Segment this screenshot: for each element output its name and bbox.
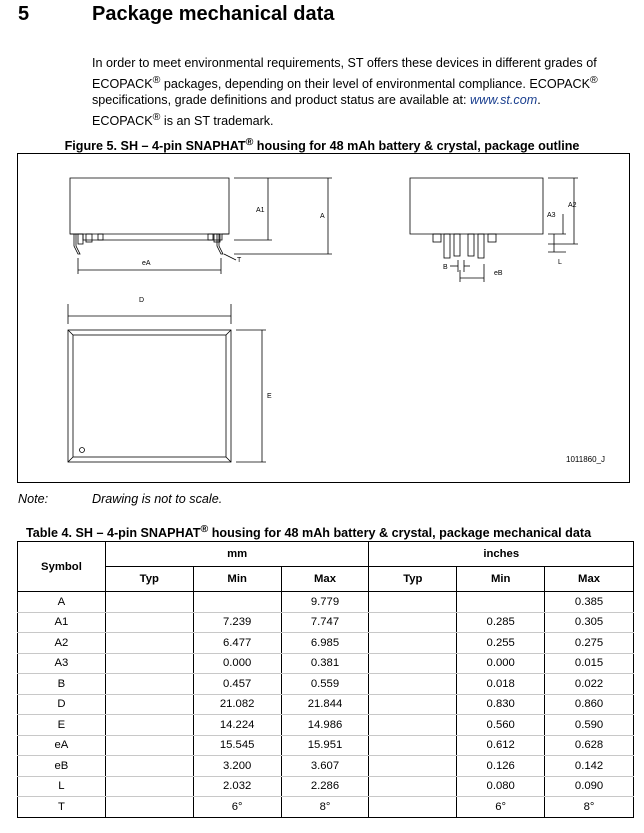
value-cell — [105, 715, 193, 736]
value-cell: 0.022 — [545, 674, 634, 695]
note-label: Note: — [18, 492, 49, 506]
table-row — [18, 694, 634, 715]
header-mm-min: Min — [193, 567, 281, 592]
intro-ecopack-1: ECOPACK — [92, 76, 153, 91]
value-cell: 0.628 — [545, 735, 634, 756]
dim-label-A: A — [320, 213, 325, 220]
dim-label-A3: A3 — [547, 212, 556, 219]
figure-id: 1011860_J — [566, 455, 605, 464]
value-cell — [193, 592, 281, 613]
value-cell — [369, 612, 457, 633]
symbol-cell: eB — [18, 756, 106, 777]
value-cell — [369, 776, 457, 797]
dim-label-D: D — [139, 297, 145, 304]
value-cell: 0.860 — [545, 694, 634, 715]
value-cell — [105, 776, 193, 797]
symbol-cell: L — [18, 776, 106, 797]
symbol-cell: A1 — [18, 612, 106, 633]
value-cell: 0.015 — [545, 653, 634, 674]
intro-line-4: is an ST trademark. — [160, 113, 274, 128]
figure-caption-end: housing for 48 mAh battery & crystal, package outline — [253, 139, 580, 154]
value-cell — [369, 592, 457, 613]
value-cell: 3.200 — [193, 756, 281, 777]
value-cell — [105, 756, 193, 777]
value-cell: 15.951 — [281, 735, 369, 756]
header-in-typ: Typ — [369, 567, 457, 592]
value-cell: 14.224 — [193, 715, 281, 736]
value-cell: 0.381 — [281, 653, 369, 674]
value-cell — [369, 735, 457, 756]
value-cell: 0.560 — [457, 715, 545, 736]
value-cell: 14.986 — [281, 715, 369, 736]
table-row — [18, 612, 634, 633]
symbol-cell: eA — [18, 735, 106, 756]
section-title: Package mechanical data — [92, 3, 335, 25]
table-row — [18, 674, 634, 695]
symbol-cell: B — [18, 674, 106, 695]
intro-line-3: specifications, grade definitions and product status are available at: — [92, 93, 471, 108]
table-row — [18, 592, 634, 613]
header-mm-max: Max — [281, 567, 369, 592]
value-cell: 0.255 — [457, 633, 545, 654]
value-cell: 0.285 — [457, 612, 545, 633]
value-cell: 8° — [281, 797, 369, 818]
value-cell: 7.239 — [193, 612, 281, 633]
value-cell — [105, 797, 193, 818]
value-cell — [369, 674, 457, 695]
reg-mark: ® — [200, 523, 209, 535]
symbol-cell: E — [18, 715, 106, 736]
table-caption-end: housing for 48 mAh battery & crystal, package mechanical data — [208, 526, 592, 541]
value-cell — [105, 653, 193, 674]
value-cell — [369, 797, 457, 818]
value-cell: 0.000 — [457, 653, 545, 674]
value-cell: 0.590 — [545, 715, 634, 736]
value-cell: 2.286 — [281, 776, 369, 797]
value-cell: 6.985 — [281, 633, 369, 654]
value-cell: 21.082 — [193, 694, 281, 715]
intro-line-1: In order to meet environmental requirements, ST offers these devices in different grades of — [92, 56, 597, 70]
symbol-cell: A3 — [18, 653, 106, 674]
dim-label-L: L — [558, 259, 562, 266]
value-cell: 15.545 — [193, 735, 281, 756]
value-cell: 9.779 — [281, 592, 369, 613]
value-cell: 0.385 — [545, 592, 634, 613]
reg-mark: ® — [152, 73, 161, 86]
header-mm-typ: Typ — [105, 567, 193, 592]
reg-mark: ® — [152, 110, 161, 123]
intro-ecopack-2: ECOPACK — [92, 113, 153, 128]
symbol-cell: A — [18, 592, 106, 613]
intro-paragraph — [92, 55, 637, 129]
value-cell: 3.607 — [281, 756, 369, 777]
value-cell: 0.305 — [545, 612, 634, 633]
value-cell — [105, 735, 193, 756]
header-symbol: Symbol — [18, 542, 106, 592]
dim-label-A2: A2 — [568, 202, 577, 209]
dim-label-eA: eA — [142, 260, 151, 267]
table-row — [18, 633, 634, 654]
dim-label-B: B — [443, 264, 448, 271]
value-cell: 6° — [193, 797, 281, 818]
value-cell: 2.032 — [193, 776, 281, 797]
table-caption-start: Table 4. SH – 4-pin SNAPHAT — [26, 526, 201, 541]
value-cell — [369, 715, 457, 736]
value-cell — [457, 592, 545, 613]
value-cell — [105, 674, 193, 695]
symbol-cell: T — [18, 797, 106, 818]
value-cell — [369, 633, 457, 654]
value-cell: 0.080 — [457, 776, 545, 797]
value-cell: 0.612 — [457, 735, 545, 756]
value-cell — [369, 653, 457, 674]
note-text: Drawing is not to scale. — [92, 492, 223, 506]
table-row — [18, 797, 634, 818]
value-cell — [105, 612, 193, 633]
header-inches: inches — [369, 542, 634, 567]
table-row — [18, 653, 634, 674]
package-outline-drawing — [18, 154, 631, 484]
value-cell: 21.844 — [281, 694, 369, 715]
value-cell — [105, 633, 193, 654]
table-row — [18, 735, 634, 756]
reg-mark: ® — [590, 73, 598, 86]
mechanical-data-table — [17, 541, 634, 818]
value-cell — [369, 694, 457, 715]
value-cell: 0.830 — [457, 694, 545, 715]
package-outline-figure — [17, 153, 630, 483]
top-view — [68, 304, 266, 462]
table-row — [18, 776, 634, 797]
value-cell: 0.457 — [193, 674, 281, 695]
value-cell: 0.018 — [457, 674, 545, 695]
dim-label-T: T — [237, 257, 242, 264]
value-cell — [369, 756, 457, 777]
st-website-link[interactable]: www.st.com — [470, 93, 538, 108]
header-mm: mm — [105, 542, 369, 567]
value-cell: 0.275 — [545, 633, 634, 654]
symbol-cell: A2 — [18, 633, 106, 654]
figure-caption-start: Figure 5. SH – 4-pin SNAPHAT — [64, 139, 246, 154]
value-cell: 8° — [545, 797, 634, 818]
intro-period: . — [537, 93, 541, 108]
value-cell: 0.142 — [545, 756, 634, 777]
table-caption — [26, 523, 591, 540]
header-in-min: Min — [457, 567, 545, 592]
header-in-max: Max — [545, 567, 634, 592]
value-cell: 0.000 — [193, 653, 281, 674]
table-row — [18, 756, 634, 777]
value-cell: 7.747 — [281, 612, 369, 633]
table-row — [18, 715, 634, 736]
value-cell — [105, 694, 193, 715]
value-cell — [105, 592, 193, 613]
side-view-right — [410, 178, 578, 282]
value-cell: 0.090 — [545, 776, 634, 797]
figure-caption — [0, 136, 644, 153]
symbol-cell: D — [18, 694, 106, 715]
value-cell: 6.477 — [193, 633, 281, 654]
dim-label-A1: A1 — [256, 207, 265, 214]
intro-line-2: packages, depending on their level of environmental compliance. ECOPACK — [160, 76, 591, 91]
dim-label-E: E — [267, 393, 272, 400]
dim-label-eB: eB — [494, 270, 503, 277]
section-number: 5 — [18, 3, 30, 25]
table-body — [18, 592, 634, 818]
reg-mark: ® — [245, 136, 254, 148]
side-view-left — [70, 178, 332, 274]
value-cell: 0.126 — [457, 756, 545, 777]
value-cell: 6° — [457, 797, 545, 818]
value-cell: 0.559 — [281, 674, 369, 695]
